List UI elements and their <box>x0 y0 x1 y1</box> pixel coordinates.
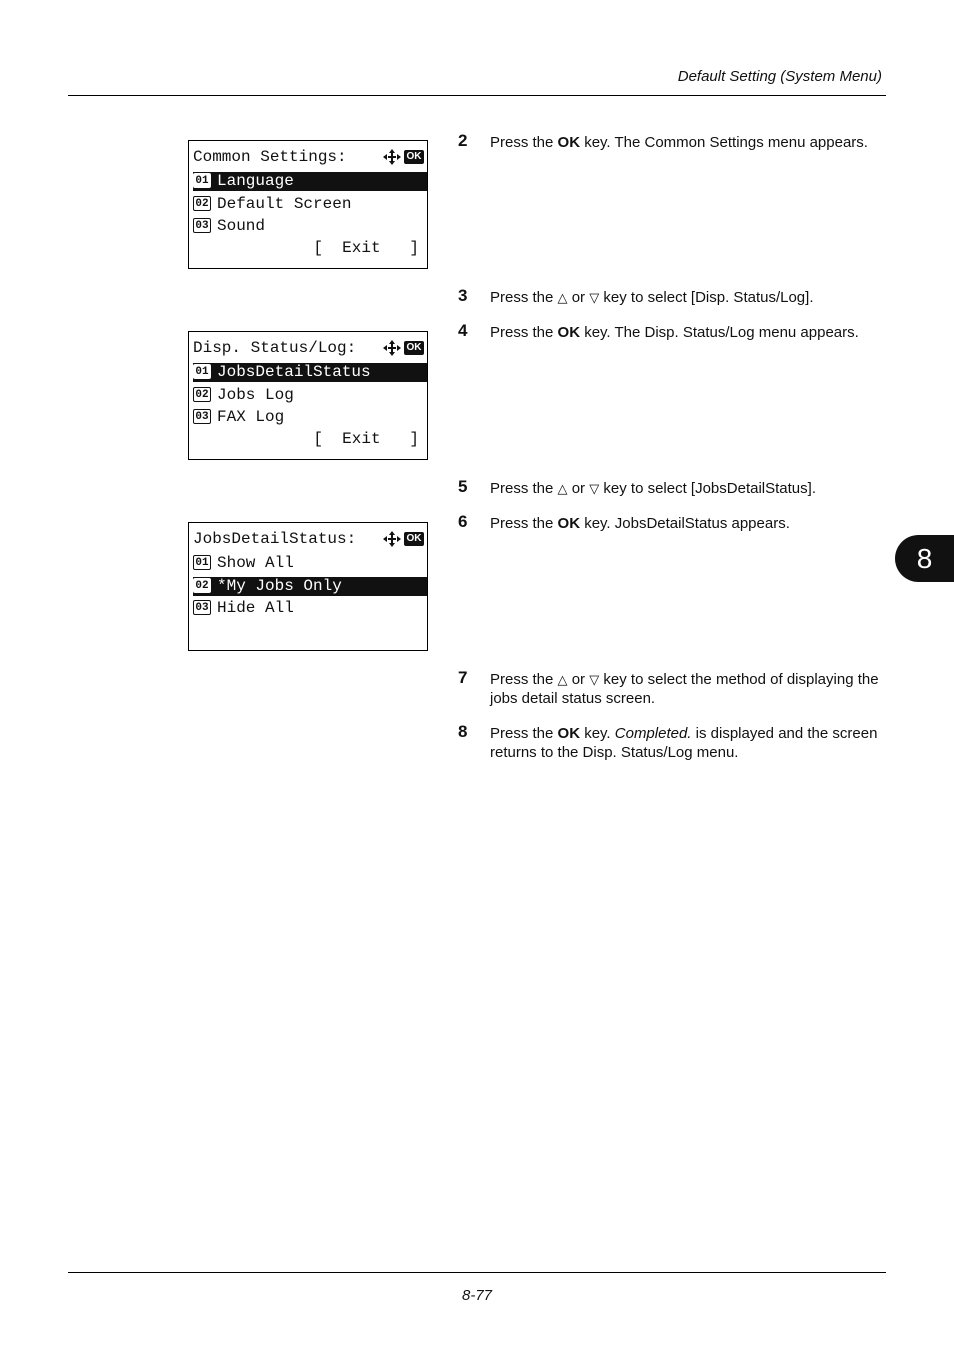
step-text <box>490 323 886 342</box>
step-text <box>490 514 886 533</box>
ok-key-icon: OK <box>404 150 424 164</box>
lcd-item-label: Default Screen <box>217 194 352 213</box>
step-text-segment: Press the <box>490 671 558 688</box>
four-way-arrow-icon <box>383 340 401 356</box>
ok-key-label: OK <box>557 134 581 151</box>
step-text-segment: Press the <box>490 515 558 532</box>
lcd-item-label: Jobs Log <box>217 385 294 404</box>
ok-key-label: OK <box>557 515 581 532</box>
footer-rule <box>68 1272 886 1273</box>
step-text-segment: key. JobsDetailStatus appears. <box>580 515 790 532</box>
item-number-badge: 03 <box>193 409 211 424</box>
status-message: Completed. <box>614 725 692 742</box>
lcd-menu-item <box>193 554 427 573</box>
step-text <box>490 479 886 498</box>
step-text <box>490 288 886 307</box>
four-way-arrow-icon <box>383 531 401 547</box>
lcd-menu-item <box>193 195 427 214</box>
up-arrow-icon: △ <box>557 672 568 687</box>
step-text-segment: key. <box>580 725 615 742</box>
nav-indicator <box>383 148 424 166</box>
page-number: 8-77 <box>461 1287 493 1304</box>
lcd-menu-item <box>193 172 427 191</box>
lcd-title: Disp. Status/Log: <box>193 339 357 357</box>
step-text <box>490 724 886 762</box>
chapter-tab: 8 <box>895 535 954 582</box>
lcd-item-label: JobsDetailStatus <box>217 363 371 381</box>
step-number: 3 <box>458 286 468 305</box>
step-number: 5 <box>458 477 468 496</box>
lcd-panel <box>188 140 428 269</box>
lcd-menu-item <box>193 599 427 618</box>
step-text-segment: key to select the method of displaying the jobs detail status screen. <box>490 671 879 707</box>
ok-key-label: OK <box>557 324 581 341</box>
step-text <box>490 670 886 708</box>
step-text-segment: key. The Common Settings menu appears. <box>580 134 868 151</box>
step-text-segment: key. The Disp. Status/Log menu appears. <box>580 324 859 341</box>
item-number-badge: 03 <box>193 218 211 233</box>
down-arrow-icon: ▽ <box>589 672 600 687</box>
ok-key-icon: OK <box>404 341 424 355</box>
step-number: 2 <box>458 131 468 150</box>
down-arrow-icon: ▽ <box>589 481 600 496</box>
step-text-segment: key to select [Disp. Status/Log]. <box>599 289 814 306</box>
step-text-segment: Press the <box>490 725 558 742</box>
step-text-segment: Press the <box>490 480 558 497</box>
lcd-menu-item <box>193 577 427 596</box>
lcd-menu-item <box>193 408 427 427</box>
lcd-menu-item <box>193 217 427 236</box>
step-number: 4 <box>458 321 468 340</box>
up-arrow-icon: △ <box>557 290 568 305</box>
step-text-segment: or <box>567 671 590 688</box>
lcd-item-label: Hide All <box>217 599 294 617</box>
item-number-badge: 01 <box>193 173 211 188</box>
lcd-title: Common Settings: <box>193 148 347 166</box>
step-text-segment: or <box>567 289 590 306</box>
lcd-item-label: Language <box>217 172 294 190</box>
step-text-segment: or <box>567 480 590 497</box>
step-text-segment: Press the <box>490 289 558 306</box>
step-number: 8 <box>458 722 468 741</box>
item-number-badge: 02 <box>193 196 211 211</box>
four-way-arrow-icon <box>383 149 401 165</box>
step-number: 6 <box>458 512 468 531</box>
down-arrow-icon: ▽ <box>589 290 600 305</box>
lcd-item-label: Sound <box>217 217 266 235</box>
lcd-item-label: *My Jobs Only <box>217 576 342 595</box>
lcd-panel <box>188 522 428 651</box>
lcd-panel <box>188 331 428 460</box>
step-number: 7 <box>458 668 468 687</box>
lcd-menu-item <box>193 363 427 382</box>
item-number-badge: 02 <box>193 578 211 593</box>
item-number-badge: 01 <box>193 555 211 570</box>
up-arrow-icon: △ <box>557 481 568 496</box>
step-text-segment: key to select [JobsDetailStatus]. <box>599 480 816 497</box>
ok-key-label: OK <box>557 725 581 742</box>
lcd-exit-label: [ Exit ] <box>313 430 419 448</box>
lcd-exit-label: [ Exit ] <box>313 239 419 257</box>
step-text <box>490 133 886 152</box>
lcd-item-label: Show All <box>217 554 294 572</box>
page-header: Default Setting (System Menu) <box>677 68 882 85</box>
lcd-title: JobsDetailStatus: <box>193 530 357 548</box>
nav-indicator <box>383 339 424 357</box>
item-number-badge: 01 <box>193 364 211 379</box>
ok-key-icon: OK <box>404 532 424 546</box>
lcd-menu-item <box>193 386 427 405</box>
header-rule <box>68 95 886 96</box>
lcd-item-label: FAX Log <box>217 408 285 426</box>
step-text-segment: is displayed and the screen returns to the Disp. Status/Log menu. <box>490 725 878 761</box>
item-number-badge: 03 <box>193 600 211 615</box>
item-number-badge: 02 <box>193 387 211 402</box>
nav-indicator <box>383 530 424 548</box>
step-text-segment: Press the <box>490 324 558 341</box>
step-text-segment: Press the <box>490 134 558 151</box>
